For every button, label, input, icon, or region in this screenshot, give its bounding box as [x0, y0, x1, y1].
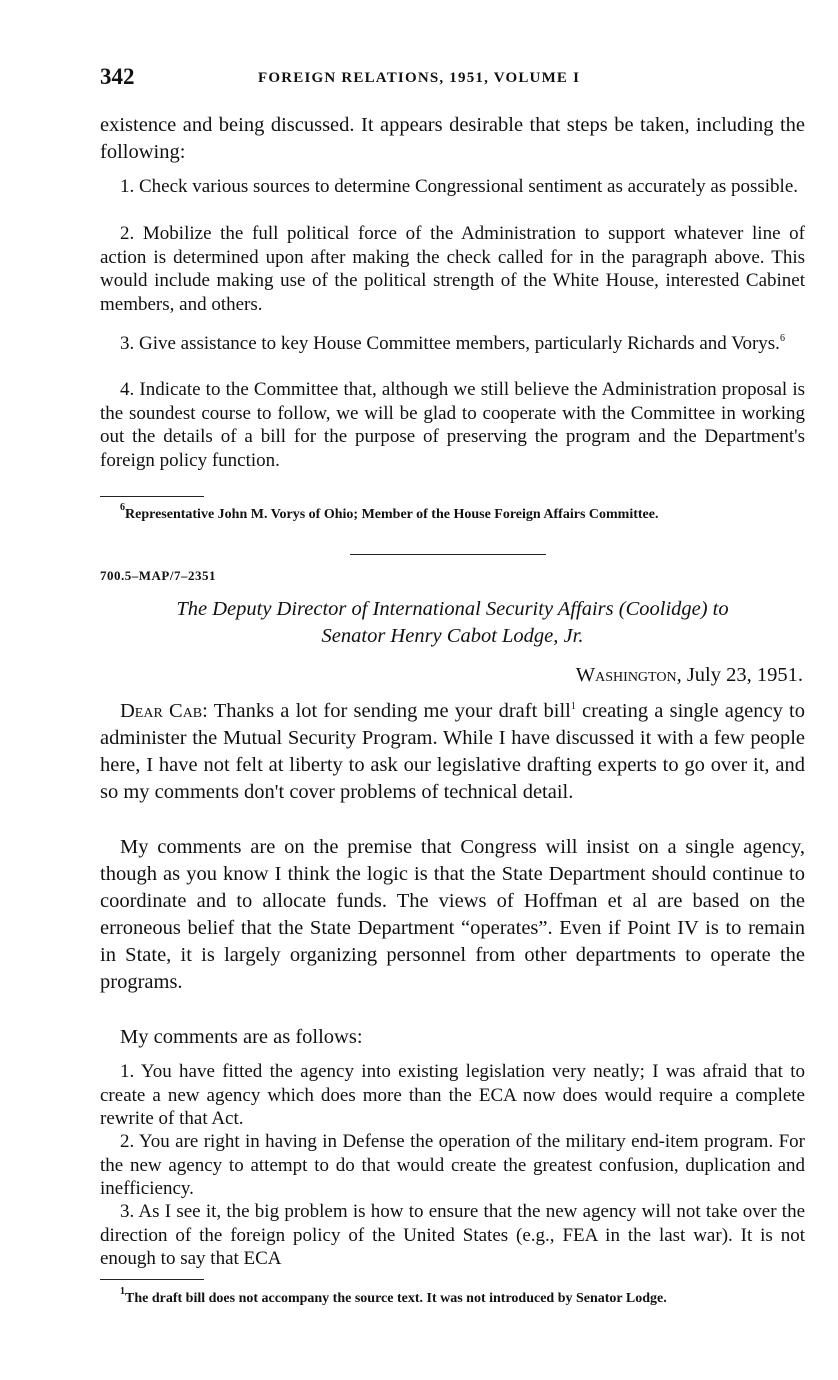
page-number: 342	[100, 64, 135, 89]
salutation: Dear Cab	[120, 700, 203, 722]
comment-3: 3. As I see it, the big problem is how to ensure that the new agency will not take over the direction of the foreign policy of the United States (e.g., FEA in the last war). It is not enough to say that ECA	[100, 1201, 805, 1269]
footnote-6-ref: 6	[779, 333, 785, 344]
footnote-rule	[100, 496, 204, 497]
footnote-1-text: The draft bill does not accompany the source text. It was not introduced by Senator Lodge.	[125, 1291, 667, 1306]
footnote-6	[100, 502, 805, 523]
running-title: FOREIGN RELATIONS, 1951, VOLUME I	[258, 70, 581, 86]
comment-2: 2. You are right in having in Defense the operation of the military end-item program. For the new agency to attempt to do that would create the greatest confusion, duplication and inefficiency.	[100, 1131, 805, 1199]
comment-1: 1. You have fitted the agency into existing legislation very neatly; I was afraid that to create a new agency which does more than the ECA now does would require a complete rewrite of that Act.	[100, 1061, 805, 1129]
letter-paragraph-2: My comments are on the premise that Congress will insist on a single agency, though as you know I think the logic is that the State Department should continue to coordinate and to allocate funds. The views of Hoffman et al are based on the erroneous belief that the State Department “operates”. Even if Point IV is to remain in State, it is largely organizing personnel from other departments to operate the programs.	[100, 836, 805, 993]
letter-paragraph-1-b: creating a single agency to administer the Mutual Security Program. While I have discussed it with a few people here, I have not felt at liberty to ask our legislative drafting experts to go over it, and so my comments don't cover problems of technical detail.	[100, 700, 805, 803]
step-3-text: 3. Give assistance to key House Committee members, particularly Richards and Vorys.	[120, 333, 780, 354]
dateline	[576, 664, 803, 687]
file-number: 700.5–MAP/7–2351	[100, 568, 216, 583]
step-3	[100, 332, 805, 356]
intro-paragraph: existence and being discussed. It appears desirable that steps be taken, including the following:	[100, 114, 805, 163]
page-header	[100, 64, 805, 96]
footnote-1	[100, 1286, 805, 1307]
footnote-1-marker: 1	[120, 1286, 125, 1297]
document-title-line-2: Senator Henry Cabot Lodge, Jr.	[321, 625, 584, 647]
document-title-line-1: The Deputy Director of International Security Affairs (Coolidge) to	[176, 598, 729, 620]
footnote-1-ref: 1	[570, 701, 576, 712]
letter-paragraph-1-a: : Thanks a lot for sending me your draft bill	[202, 700, 571, 722]
letter-paragraph-1	[100, 698, 805, 806]
footnote-rule-2	[100, 1279, 204, 1280]
footnote-6-text: Representative John M. Vorys of Ohio; Member of the House Foreign Affairs Committee.	[125, 507, 659, 522]
dateline-place: Washington	[575, 664, 677, 686]
document-title	[100, 596, 805, 650]
section-divider	[350, 554, 546, 555]
letter-paragraph-3: My comments are as follows:	[120, 1026, 363, 1048]
step-4: 4. Indicate to the Committee that, although we still believe the Administration proposal is the soundest course to follow, we will be glad to cooperate with the Committee in working out the details of a bill for the purpose of preserving the program and the Department's foreign policy function.	[100, 379, 805, 471]
footnote-6-marker: 6	[120, 502, 125, 513]
step-2: 2. Mobilize the full political force of the Administration to support whatever line of action is determined upon after making the check called for in the paragraph above. This would include making use of the political strength of the White House, interested Cabinet members, and others.	[100, 223, 805, 315]
step-1: 1. Check various sources to determine Congressional sentiment as accurately as possible.	[120, 176, 799, 197]
dateline-date: , July 23, 1951.	[676, 664, 803, 686]
